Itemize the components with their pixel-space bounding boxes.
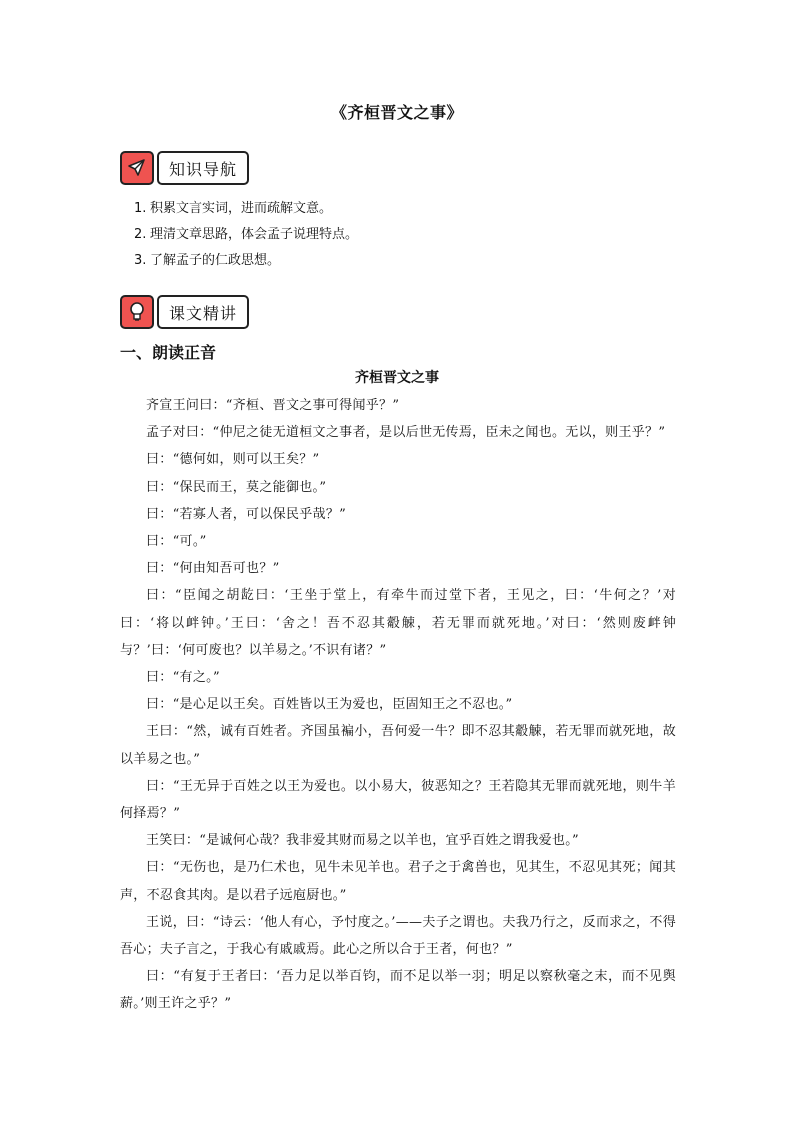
paragraph: 王笑曰：“是诚何心哉？我非爱其财而易之以羊也，宜乎百姓之谓我爱也。” [146, 833, 579, 849]
paragraph: 曰：“德何如，则可以王矣？” [146, 452, 320, 468]
paragraph: 曰：“臣闻之胡龁曰：‘王坐于堂上，有牵牛而过堂下者，王见之，曰：‘牛何之？’对曰：‘将以衅钟。’王曰：‘舍之！吾不忍其觳觫，若无罪而就死地。’对曰：‘然则废衅钟与？’曰：‘何可废也？以羊易之。’不识有诸？” [120, 588, 676, 658]
paper-plane-icon [120, 151, 154, 185]
lightbulb-icon [120, 295, 154, 329]
paragraph: 曰：“何由知吾可也？” [146, 561, 280, 577]
paragraph: 曰：“有之。” [146, 670, 220, 686]
paragraph: 王说，曰：“诗云：‘他人有心，予忖度之。’——夫子之谓也。夫我乃行之，反而求之，不得吾心；夫子言之，于我心有戚戚焉。此心之所以合于王者，何也？” [120, 914, 676, 958]
paragraph: 齐宣王问曰：“齐桓、晋文之事可得闻乎？” [146, 398, 400, 413]
paragraph: 曰：“王无异于百姓之以王为爱也。以小易大，彼恶知之？王若隐其无罪而就死地，则牛羊何择焉？” [120, 778, 676, 822]
learning-goals-list [134, 196, 358, 274]
paragraph: 王曰：“然，诚有百姓者。齐国虽褊小，吾何爱一牛？即不忍其觳觫，若无罪而就死地，故以羊易之也。” [120, 724, 676, 767]
classical-text-body [120, 392, 676, 1018]
list-item: 1. 积累文言实词，进而疏解文意。 [134, 201, 333, 216]
paragraph: 曰：“保民而王，莫之能御也。” [146, 479, 327, 495]
paragraph: 曰：“是心足以王矣。百姓皆以王为爱也，臣固知王之不忍也。” [146, 697, 513, 713]
list-item: 3. 了解孟子的仁政思想。 [134, 253, 281, 268]
badge-label: 课文精讲 [157, 295, 249, 329]
badge-label: 知识导航 [157, 151, 249, 185]
paragraph: 曰：“有复于王者曰：‘吾力足以举百钧，而不足以举一羽；明足以察秋毫之末，而不见舆薪。’则王许之乎？” [120, 969, 676, 1012]
text-explanation-badge [120, 295, 249, 329]
page-title: 《齐桓晋文之事》 [330, 103, 463, 122]
section-heading: 一、朗读正音 [120, 343, 217, 362]
list-item: 2. 理清文章思路，体会孟子说理特点。 [134, 227, 359, 242]
paragraph: 孟子对曰：“仲尼之徒无道桓文之事者，是以后世无传焉，臣未之闻也。无以，则王乎？” [146, 425, 666, 441]
text-title: 齐桓晋文之事 [355, 370, 439, 386]
paragraph: 曰：“无伤也，是乃仁术也，见牛未见羊也。君子之于禽兽也，见其生，不忍见其死；闻其声，不忍食其肉。是以君子远庖厨也。” [120, 860, 676, 903]
paragraph: 曰：“可。” [146, 534, 207, 550]
knowledge-nav-badge [120, 151, 249, 185]
paragraph: 曰：“若寡人者，可以保民乎哉？” [146, 506, 347, 522]
